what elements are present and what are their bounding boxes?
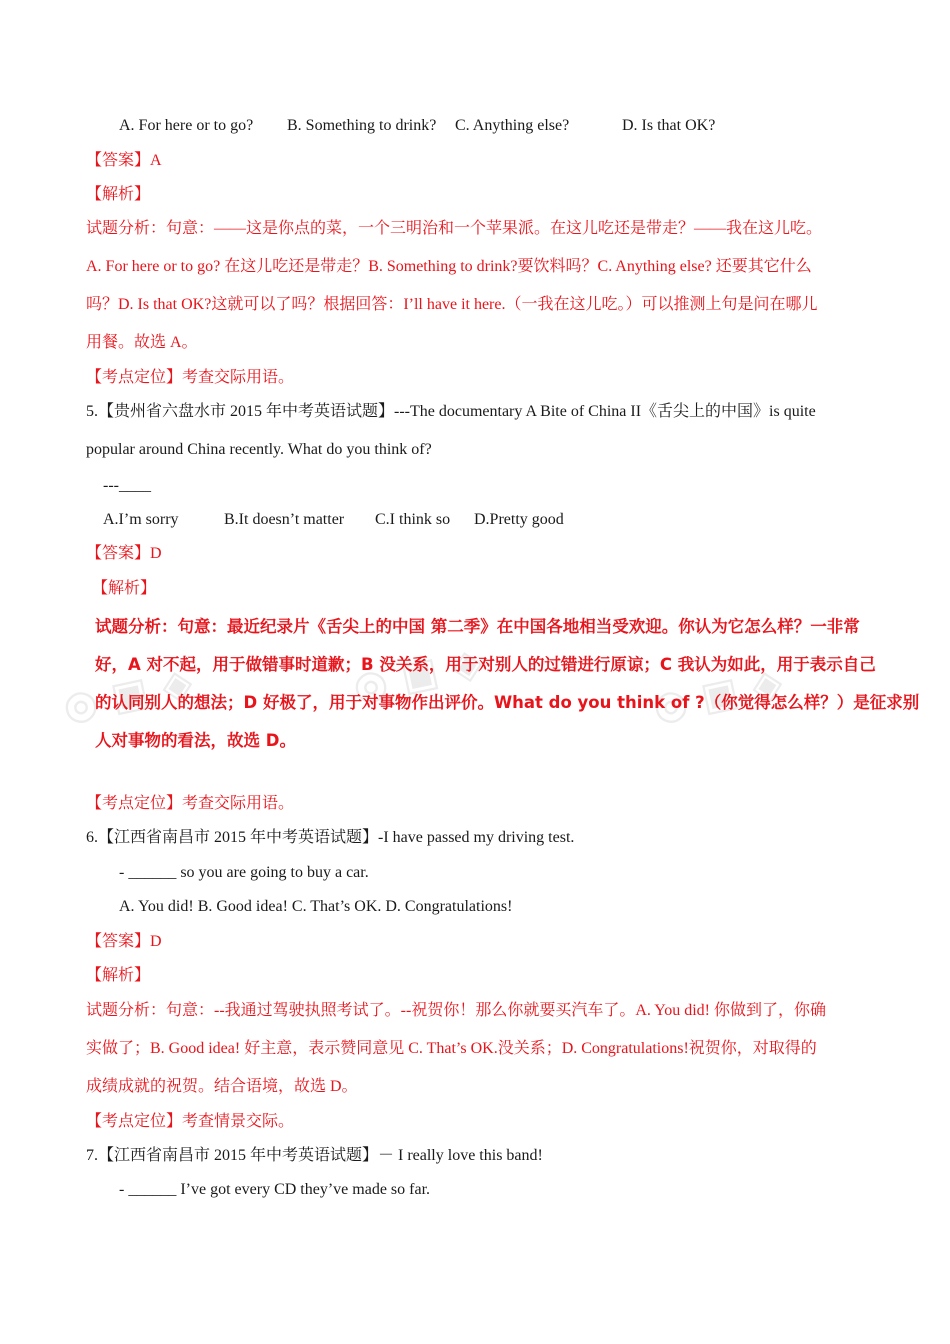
q7-stem: 7.【江西省南昌市 2015 年中考英语试题】－ I really love this band! xyxy=(86,1147,543,1164)
q5-option-a: A.I’m sorry xyxy=(103,511,179,528)
q5-stem-cont: popular around China recently. What do you think of? xyxy=(86,441,432,458)
watermark-logo: ◎ ▣ ◈ xyxy=(348,638,487,712)
q4-option-d: D. Is that OK? xyxy=(622,117,716,134)
q6-answer: 【答案】D xyxy=(86,933,162,950)
q4-analysis-line: 吗？D. Is that OK?这就可以了吗？根据回答：I’ll have it here.（一我在这儿吃。）可以推测上句是问在哪儿 xyxy=(86,296,818,313)
q5-answer: 【答案】D xyxy=(86,545,162,562)
q5-option-d: D.Pretty good xyxy=(474,511,564,528)
q7-dialog-line: - ______ I’ve got every CD they’ve made so far. xyxy=(119,1181,431,1198)
q5-analysis-line: 试题分析：句意：最近纪录片《舌尖上的中国 第二季》在中国各地相当受欢迎。你认为它怎么样？一非常 xyxy=(95,617,860,636)
q6-dialog-line: - ______ so you are going to buy a car. xyxy=(119,864,369,881)
q4-analysis-label: 【解析】 xyxy=(86,186,151,203)
q5-blank: ---____ xyxy=(103,477,151,494)
watermark-logo: ◎ ▣ ◈ xyxy=(648,658,787,732)
q5-option-b: B.It doesn’t matter xyxy=(224,511,345,528)
q6-analysis-label: 【解析】 xyxy=(86,967,151,984)
q4-option-c: C. Anything else? xyxy=(455,117,570,134)
q4-point: 【考点定位】考查交际用语。 xyxy=(86,369,295,386)
q4-analysis-line: 用餐。故选 A。 xyxy=(86,334,198,351)
q6-analysis-line: 成绩成就的祝贺。结合语境，故选 D。 xyxy=(86,1078,358,1095)
q4-option-a: A. For here or to go? xyxy=(119,117,254,134)
q4-option-b: B. Something to drink? xyxy=(287,117,437,134)
q4-analysis-line: A. For here or to go? 在这儿吃还是带走？B. Something to drink?要饮料吗？C. Anything else? 还要其它什么 xyxy=(86,258,812,275)
q6-point: 【考点定位】考查情景交际。 xyxy=(86,1113,295,1130)
q5-analysis-line: 好，A 对不起，用于做错事时道歉；B 没关系，用于对别人的过错进行原谅；C 我认为如此，用于表示自己 xyxy=(95,655,876,674)
q5-option-c: C.I think so xyxy=(375,511,451,528)
q4-analysis-line: 试题分析：句意：——这是你点的菜，一个三明治和一个苹果派。在这儿吃还是带走？——我在这儿吃。 xyxy=(86,220,823,237)
q6-analysis-line: 实做了；B. Good idea! 好主意，表示赞同意见 C. That’s OK.没关系；D. Congratulations!祝贺你，对取得的 xyxy=(86,1040,817,1057)
q5-analysis-line: 人对事物的看法，故选 D。 xyxy=(95,731,296,750)
q5-analysis-line: 的认同别人的想法；D 好极了，用于对事物作出评价。What do you think of ?（你觉得怎么样？）是征求别 xyxy=(95,693,920,712)
q5-stem: 5.【贵州省六盘水市 2015 年中考英语试题】---The documentary A Bite of China II《舌尖上的中国》is quite xyxy=(86,403,816,420)
q6-analysis-line: 试题分析：句意：--我通过驾驶执照考试了。--祝贺你！那么你就要买汽车了。A. You did! 你做到了，你确 xyxy=(86,1002,827,1019)
q5-analysis-label: 【解析】 xyxy=(92,580,157,597)
watermark-logo: ◎ ▣ ◈ xyxy=(58,658,197,732)
q6-stem: 6.【江西省南昌市 2015 年中考英语试题】-I have passed my driving test. xyxy=(86,829,575,846)
q5-point: 【考点定位】考查交际用语。 xyxy=(86,795,295,812)
q4-answer: 【答案】A xyxy=(86,152,162,169)
q6-options: A. You did! B. Good idea! C. That’s OK. D. Congratulations! xyxy=(119,898,513,915)
